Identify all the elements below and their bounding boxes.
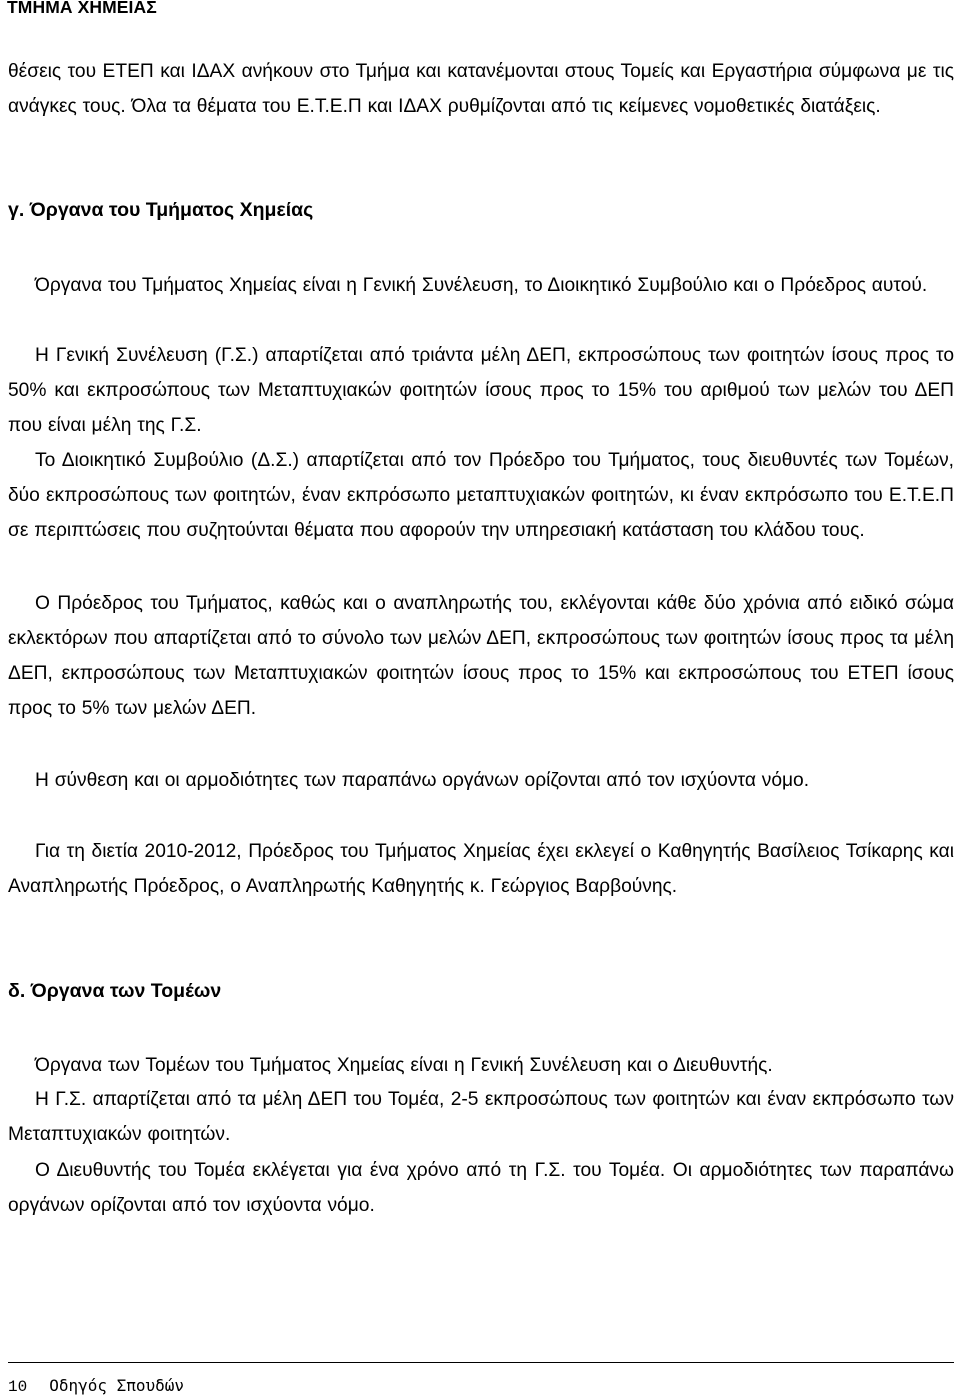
page-number: 10 [8,1378,28,1396]
paragraph-sector-assembly: Η Γ.Σ. απαρτίζεται από τα μέλη ΔΕΠ του Τομέα, 2-5 εκπροσώπους των φοιτητών και έναν εκπρόσωπο των Μεταπτυχιακών φοιτητών. [8,1089,954,1145]
page-header-title: ΤΜΗΜΑ ΧΗΜΕΙΑΣ [7,0,157,17]
paragraph-department-bodies: Όργανα του Τμήματος Χημείας είναι η Γενική Συνέλευση, το Διοικητικό Συμβούλιο και ο Πρόεδρος αυτού. [35,275,928,296]
footer-label: Οδηγός Σπουδών [49,1376,185,1395]
page-footer [8,1376,184,1396]
paragraph-sector-bodies: Όργανα των Τομέων του Τμήματος Χημείας είναι η Γενική Συνέλευση και ο Διευθυντής. [35,1055,773,1076]
section-heading-department-bodies: γ. Όργανα του Τμήματος Χημείας [8,199,314,221]
paragraph-sector-director: Ο Διευθυντής του Τομέα εκλέγεται για ένα χρόνο από τη Γ.Σ. του Τομέα. Οι αρμοδιότητες των παραπάνω οργάνων ορίζονται από τον ισχύοντα νόμο. [8,1160,954,1216]
paragraph-general-assembly: Η Γενική Συνέλευση (Γ.Σ.) απαρτίζεται από τριάντα μέλη ΔΕΠ, εκπροσώπους των φοιτητών ίσους προς το 50% και εκπροσώπους των Μεταπτυχιακών φοιτητών ίσους προς το 15% του αριθμού των μελών του ΔΕΠ που είναι μέλη της Γ.Σ. [8,345,954,436]
paragraph-composition-law: Η σύνθεση και οι αρμοδιότητες των παραπάνω οργάνων ορίζονται από τον ισχύοντα νόμο. [35,770,810,791]
paragraph-administrative-board: Το Διοικητικό Συμβούλιο (Δ.Σ.) απαρτίζεται από τον Πρόεδρο του Τμήματος, τους διευθυντές των Τομέων, δύο εκπροσώπους των φοιτητών, έναν εκπρόσωπο μεταπτυχιακών φοιτητών, κι έναν εκπρόσωπο του Ε.Τ.Ε.Π σε περιπτώσεις που συζητούνται θέματα που αφορούν την υπηρεσιακή κατάσταση του κλάδου τους. [8,450,954,541]
paragraph-current-president: Για τη διετία 2010-2012, Πρόεδρος του Τμήματος Χημείας έχει εκλεγεί ο Καθηγητής Βασίλειος Τσίκαρης και Αναπληρωτής Πρόεδρος, ο Αναπληρωτής Καθηγητής κ. Γεώργιος Βαρβούνης. [8,841,954,897]
paragraph-staff-allocation: θέσεις του ΕΤΕΠ και ΙΔΑΧ ανήκουν στο Τμήμα και κατανέμονται στους Τομείς και Εργαστήρια σύμφωνα με τις ανάγκες τους. Όλα τα θέματα του Ε.Τ.Ε.Π και ΙΔΑΧ ρυθμίζονται από τις κείμενες νομοθετικές διατάξεις. [8,61,954,117]
section-heading-sector-bodies: δ. Όργανα των Τομέων [8,980,222,1002]
paragraph-president-election: Ο Πρόεδρος του Τμήματος, καθώς και ο αναπληρωτής του, εκλέγονται κάθε δύο χρόνια από ειδικό σώμα εκλεκτόρων που απαρτίζεται από το σύνολο των μελών ΔΕΠ, εκπροσώπους των φοιτητών ίσους προς τα μέλη ΔΕΠ, εκπροσώπους των Μεταπτυχιακών φοιτητών ίσους προς το 15% και εκπροσώπους του ΕΤΕΠ ίσους προς το 5% των μελών ΔΕΠ. [8,593,954,719]
footer-divider [8,1362,954,1363]
